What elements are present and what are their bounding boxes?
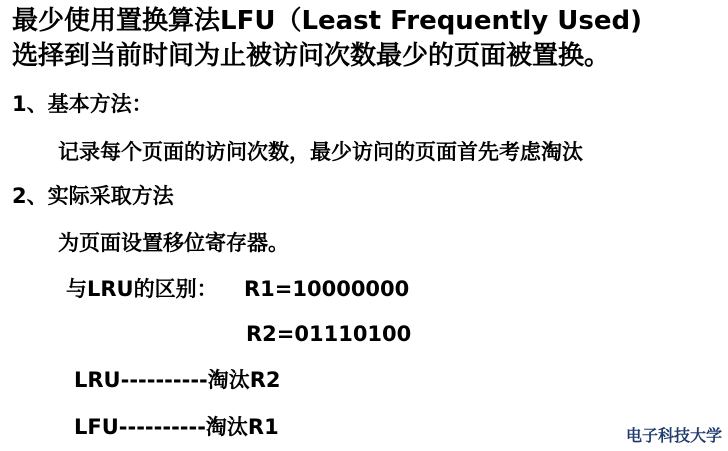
section-1-heading: 1、基本方法： bbox=[12, 92, 153, 116]
lfu-result: LFU----------淘汰R1 bbox=[74, 415, 279, 439]
section-2-heading: 2、实际采取方法 bbox=[12, 184, 174, 208]
comparison-label: 与LRU的区别： bbox=[66, 277, 218, 301]
footer-brand-logo: 电子科技大学 bbox=[625, 426, 722, 445]
section-2-text: 为页面设置移位寄存器。 bbox=[58, 231, 289, 255]
register-r2-value: R2=01110100 bbox=[246, 322, 412, 346]
slide-title-line-1: 最少使用置换算法LFU（Least Frequently Used) bbox=[12, 6, 643, 36]
section-1-text: 记录每个页面的访问次数，最少访问的页面首先考虑淘汰 bbox=[58, 140, 583, 164]
lru-result: LRU----------淘汰R2 bbox=[74, 368, 281, 392]
slide-title-line-2: 选择到当前时间为止被访问次数最少的页面被置换。 bbox=[12, 41, 611, 71]
register-r1-value: R1=10000000 bbox=[244, 277, 410, 301]
